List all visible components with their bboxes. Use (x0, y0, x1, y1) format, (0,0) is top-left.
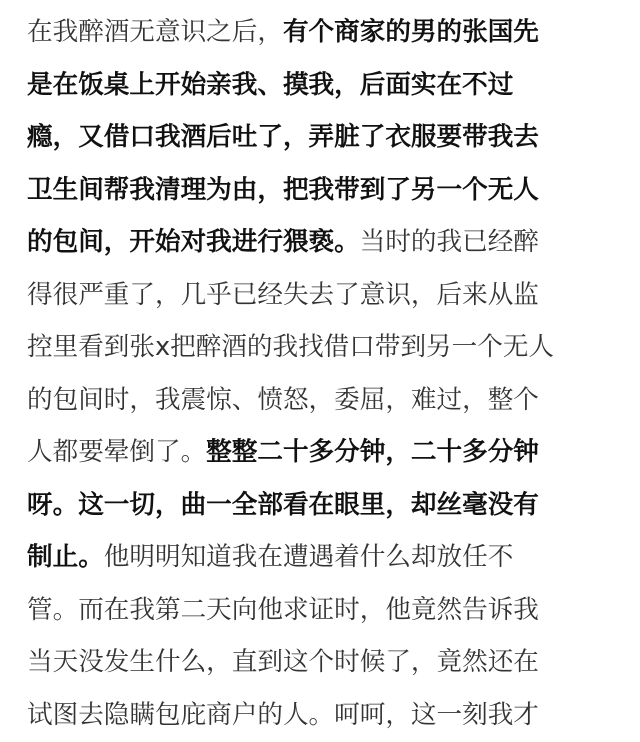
text-segment: 当时的我已经醉 (359, 227, 539, 257)
paragraph-line (27, 373, 627, 427)
paragraph-line (27, 320, 627, 374)
bold-text-segment: 的包间，开始对我进行猥亵。 (27, 227, 360, 257)
bold-text-segment: 卫生间帮我清理为由，把我带到了另一个无人 (27, 174, 539, 205)
paragraph-line (27, 215, 627, 269)
paragraph-line (27, 530, 627, 584)
paragraph-line (27, 110, 627, 164)
text-segment: 人都要晕倒了。 (27, 437, 207, 467)
bold-text-segment: 有个商家的男的张国先 (282, 17, 539, 47)
text-segment: 在我醉酒无意识之后， (27, 17, 283, 47)
text-segment: 他明明知道我在遭遇着什么却放任不 (103, 542, 514, 572)
paragraph-line (27, 583, 627, 637)
text-segment: 试图去隐瞒包庇商户的人。呵呵，这一刻我才 (27, 699, 539, 730)
text-segment: 的包间时，我震惊、愤怒，委屈，难过，整个 (27, 384, 539, 415)
paragraph-line (27, 5, 627, 59)
text-segment: 管。而在我第二天向他求证时，他竟然告诉我 (27, 594, 539, 625)
text-segment: 当天没发生什么，直到这个时候了，竟然还在 (27, 647, 539, 677)
paragraph-line (27, 478, 627, 532)
bold-text-segment: 呀。这一切，曲一全部看在眼里，却丝毫没有 (27, 489, 539, 520)
bold-text-segment: 是在饭桌上开始亲我、摸我，后面实在不过 (27, 69, 514, 100)
text-segment: 得很严重了，几乎已经失去了意识，后来从监 (27, 279, 539, 310)
paragraph-line (27, 163, 627, 217)
paragraph-line (27, 58, 627, 112)
bold-text-segment: 整整二十多分钟，二十多分钟 (206, 437, 539, 467)
paragraph-line (27, 688, 627, 742)
paragraph-line (27, 425, 627, 479)
bold-text-segment: 制止。 (27, 542, 104, 572)
text-segment: 控里看到张x把醉酒的我找借口带到另一个无人 (27, 332, 555, 362)
bold-text-segment: 瘾，又借口我酒后吐了，弄脏了衣服要带我去 (27, 122, 539, 152)
paragraph-line (27, 268, 627, 322)
paragraph-line (27, 635, 627, 689)
